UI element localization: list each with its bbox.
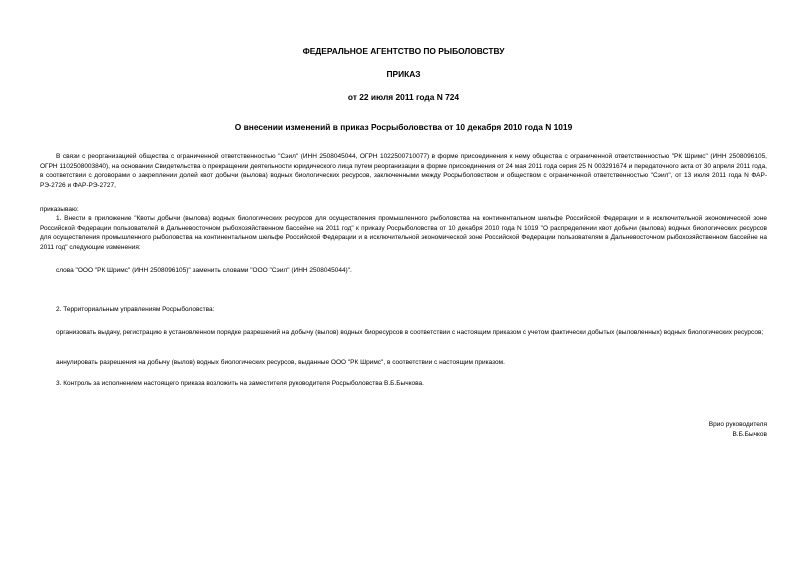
- agency-name: ФЕДЕРАЛЬНОЕ АГЕНТСТВО ПО РЫБОЛОВСТВУ: [302, 46, 505, 56]
- item-1-paragraph: 1. Внести в приложение "Квоты добычи (вылова) водных биологических ресурсов для осуществления промышленного рыболовства на континентальном шельфе Российской Федерации и в исключительной экономической зоне Российской Федерации пользователей в Дальневосточном рыбохозяйственном бассейне на 2011 год" к приказу Росрыболовства от 10 декабря 2010 года N 1019 "О распределении квот добычи (вылова) водных биологических ресурсов для осуществления промышленного рыболовства на континентальном шельфе Российской Федерации и в исключительной экономической зоне Российской Федерации пользователям в Дальневосточном рыбохозяйственном бассейне на 2011 год" следующие изменения:: [40, 215, 767, 251]
- item-1-replacement: слова "ООО "РК Шримс" (ИНН 2508096105)" заменить словами "ООО "Сэил" (ИНН 2508045044)".: [56, 267, 352, 274]
- item-2-annul: аннулировать разрешения на добычу (вылов) водных биологических ресурсов, выданные ООО "РК Шримс", в соответствии с настоящим приказом.: [56, 359, 505, 366]
- document-type: ПРИКАЗ: [386, 69, 421, 79]
- document-subject: О внесении изменений в приказ Росрыболовства от 10 декабря 2010 года N 1019: [234, 122, 573, 132]
- document-date: от 22 июля 2011 года N 724: [347, 92, 460, 102]
- item-2-organize: организовать выдачу, регистрацию в установленном порядке разрешений на добычу (вылов) водных биоресурсов в соответствии с настоящим приказом с учетом фактически добытых (выловленных) водных биологических ресурсов;: [56, 329, 764, 336]
- signature-title: Врио руководителя: [708, 421, 767, 428]
- intro-paragraph: В связи с реорганизацией общества с ограниченной ответственностью "Сэил" (ИНН 2508045044, ОГРН 1022500710077) в форме присоединения к нему общества с ограниченной ответственностью "РК Шримс" (ИНН 2508096105, ОГРН 1102508003840), на основании Свидетельства о прекращении деятельности юридического лица путем реорганизации в форме присоединения от 24 мая 2011 года серия 25 N 003291674 и передаточного акта от 30 апреля 2011 года, в соответствии с договорами о закреплении долей квот добычи (вылова) водных биологических ресурсов, заключенными между Росрыболовством и обществом с ограниченной ответственностью "Сэил", от 13 июля 2011 года N ФАР-РЭ-2726 и ФАР-РЭ-2727,: [40, 153, 767, 189]
- item-2-paragraph: 2. Территориальным управлениям Росрыболовства:: [56, 306, 215, 313]
- item-3-paragraph: 3. Контроль за исполнением настоящего приказа возложить на заместителя руководителя Росрыболовства В.Б.Бычкова.: [56, 380, 424, 387]
- prikazyvayu-line: приказываю:: [40, 206, 79, 213]
- signature-name: В.Б.Бычков: [732, 431, 767, 438]
